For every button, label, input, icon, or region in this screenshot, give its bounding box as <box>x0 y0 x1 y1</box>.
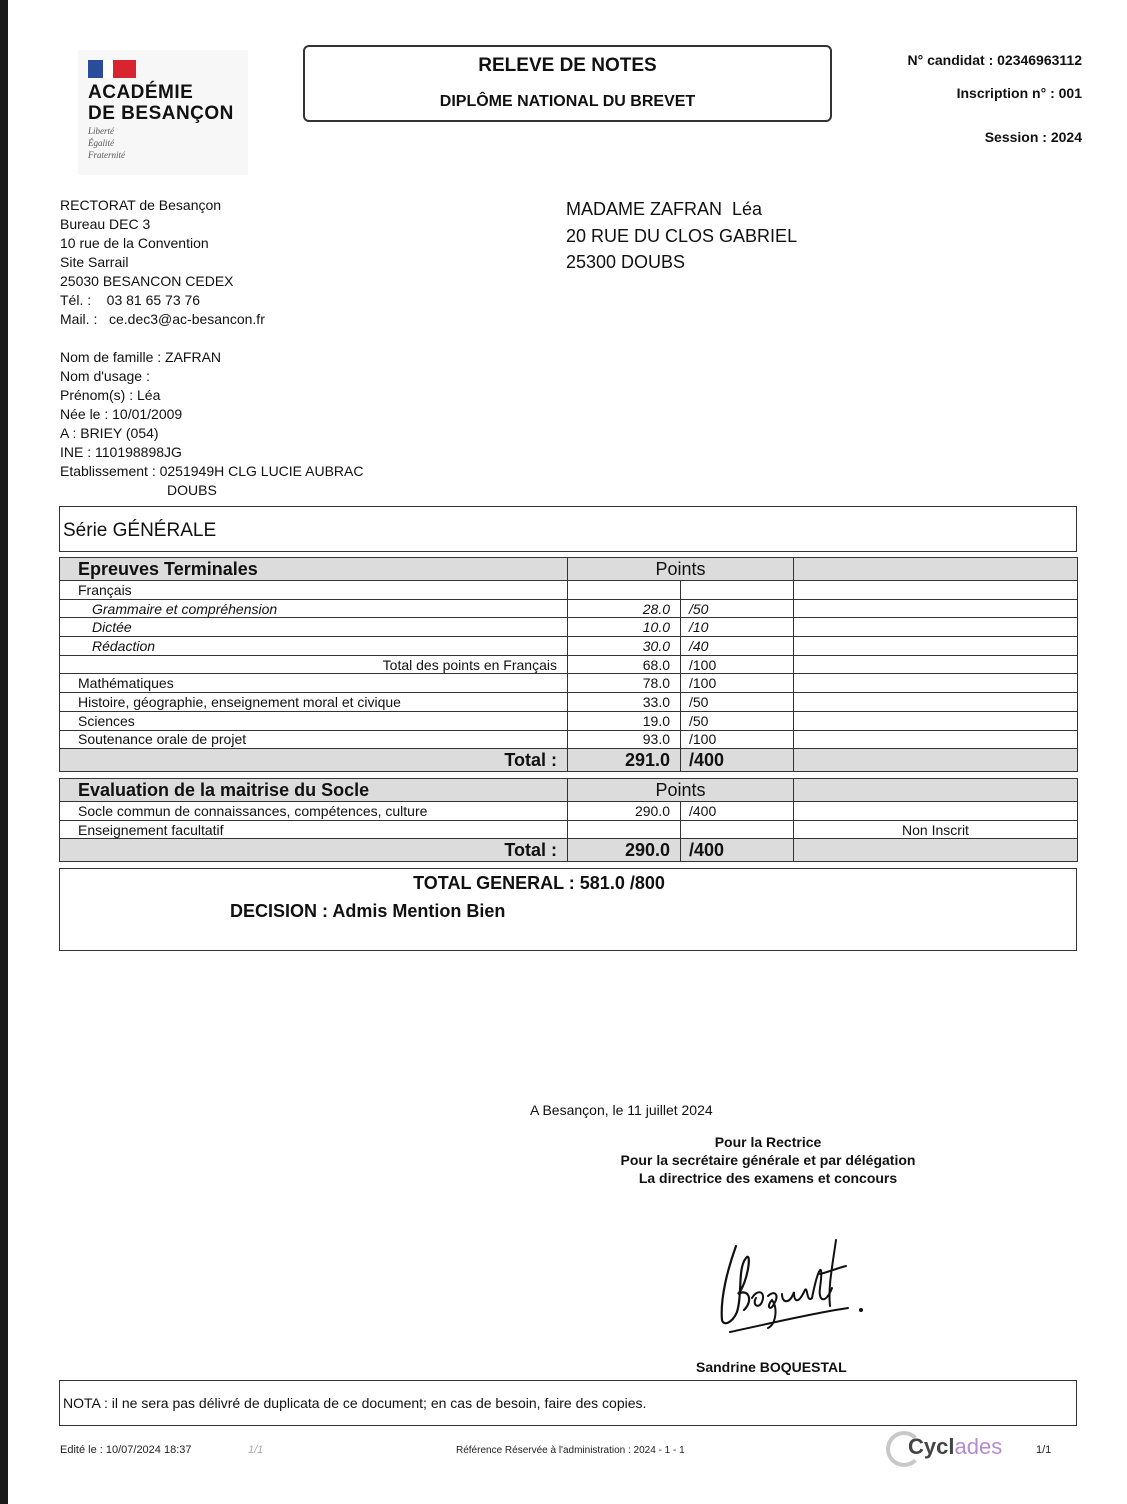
score: 19.0 <box>568 711 681 730</box>
max-score: /100 <box>681 730 794 749</box>
socle-header: Evaluation de la maitrise du Socle <box>60 779 568 802</box>
signature-authority <box>568 1133 968 1187</box>
score: 93.0 <box>568 730 681 749</box>
session: Session : 2024 <box>984 129 1082 145</box>
subject-label: Grammaire et compréhension <box>60 599 568 618</box>
max-score: /400 <box>681 802 794 821</box>
logo-motto-1: Liberté <box>88 126 114 136</box>
serie-label: Série GÉNÉRALE <box>63 520 217 541</box>
table-row <box>60 655 1078 674</box>
sender-mail: Mail. : ce.dec3@ac-besancon.fr <box>60 311 265 327</box>
table-row <box>60 711 1078 730</box>
terminal-exams-table <box>59 557 1078 772</box>
total-score: 291.0 <box>568 749 681 772</box>
table-row <box>60 637 1078 656</box>
brand-part-a: Cycl <box>908 1434 955 1459</box>
recipient-street: 20 RUE DU CLOS GABRIEL <box>566 225 798 246</box>
score: 28.0 <box>568 599 681 618</box>
total-general-box <box>59 868 1077 951</box>
sender-line: 10 rue de la Convention <box>60 235 209 251</box>
max-score: /50 <box>681 711 794 730</box>
birth-place: A : BRIEY (054) <box>60 425 159 441</box>
row-note: Non Inscrit <box>794 820 1078 839</box>
title-box <box>303 45 832 122</box>
total-label: Total : <box>60 839 568 862</box>
place-date: A Besançon, le 11 juillet 2024 <box>530 1102 713 1118</box>
school-city: DOUBS <box>167 482 217 498</box>
admin-reference: Référence Réservée à l'administration : 2024 - 1 - 1 <box>456 1445 685 1456</box>
usage-name: Nom d'usage : <box>60 368 150 384</box>
max-score: /100 <box>681 655 794 674</box>
logo-motto-3: Fraternité <box>88 150 125 160</box>
terminal-total-row <box>60 749 1078 772</box>
sender-line: Site Sarrail <box>60 254 129 270</box>
subject-label: Enseignement facultatif <box>60 820 568 839</box>
sender-address <box>60 196 265 329</box>
page-number: 1/1 <box>1036 1444 1052 1456</box>
page-small: 1/1 <box>248 1444 264 1456</box>
subject-label: Français <box>60 581 568 600</box>
authority-line: La directrice des examens et concours <box>638 1170 898 1186</box>
score <box>568 820 681 839</box>
total-score: 290.0 <box>568 839 681 862</box>
total-max: /400 <box>681 749 794 772</box>
family-name: Nom de famille : ZAFRAN <box>60 349 222 365</box>
score: 33.0 <box>568 693 681 712</box>
signature-text: Boquestal <box>708 1228 713 1229</box>
table-row <box>60 674 1078 693</box>
recipient-name: MADAME ZAFRAN Léa <box>566 199 763 219</box>
score: 290.0 <box>568 802 681 821</box>
document-title: RELEVE DE NOTES <box>478 55 657 76</box>
recipient-city: 25300 DOUBS <box>566 252 686 272</box>
max-score: /50 <box>681 599 794 618</box>
max-score: /50 <box>681 693 794 712</box>
socle-table <box>59 778 1078 862</box>
sender-phone: Tél. : 03 81 65 73 76 <box>60 292 201 308</box>
score: 68.0 <box>568 655 681 674</box>
max-score: /100 <box>681 674 794 693</box>
academie-logo <box>78 50 248 175</box>
terminal-header: Epreuves Terminales <box>60 558 568 581</box>
subject-label: Socle commun de connaissances, compétences, culture <box>60 802 568 821</box>
sender-line: 25030 BESANCON CEDEX <box>60 273 234 289</box>
french-flag-icon <box>88 60 136 78</box>
table-header-row <box>60 779 1078 802</box>
decision: DECISION : Admis Mention Bien <box>230 901 506 921</box>
max-score: /10 <box>681 618 794 637</box>
subject-label: Mathématiques <box>60 674 568 693</box>
nota-box <box>59 1380 1077 1426</box>
document-page <box>8 0 1127 1504</box>
score: 10.0 <box>568 618 681 637</box>
handwritten-signature <box>708 1228 868 1338</box>
subject-label: Soutenance orale de projet <box>60 730 568 749</box>
nota-text: NOTA : il ne sera pas délivré de duplicata de ce document; en cas de besoin, faire des copies. <box>63 1395 647 1411</box>
table-row <box>60 730 1078 749</box>
table-header-row <box>60 558 1078 581</box>
points-header: Points <box>568 779 794 802</box>
first-name: Prénom(s) : Léa <box>60 387 161 403</box>
ine-number: INE : 110198898JG <box>60 444 182 460</box>
recipient-address <box>566 196 797 276</box>
logo-line2: DE BESANÇON <box>88 103 234 124</box>
logo-line1: ACADÉMIE <box>88 82 194 103</box>
table-row <box>60 802 1078 821</box>
max-score <box>681 820 794 839</box>
subject-label: Dictée <box>60 618 568 637</box>
socle-total-row <box>60 839 1078 862</box>
edited-date: Edité le : 10/07/2024 18:37 <box>60 1444 192 1456</box>
sender-line: Bureau DEC 3 <box>60 216 151 232</box>
brand-part-b: ades <box>954 1434 1003 1459</box>
inscription-number: Inscription n° : 001 <box>956 85 1082 101</box>
subject-label: Rédaction <box>60 637 568 656</box>
total-max: /400 <box>681 839 794 862</box>
subject-label: Histoire, géographie, enseignement moral et civique <box>60 693 568 712</box>
school: Etablissement : 0251949H CLG LUCIE AUBRAC <box>60 463 364 479</box>
score: 78.0 <box>568 674 681 693</box>
table-row <box>60 599 1078 618</box>
document-subtitle: DIPLÔME NATIONAL DU BREVET <box>439 93 696 110</box>
table-row <box>60 618 1078 637</box>
total-label: Total : <box>60 749 568 772</box>
candidate-identity <box>60 348 363 500</box>
signatory-name: Sandrine BOQUESTAL <box>696 1359 847 1375</box>
logo-motto-2: Égalité <box>88 138 114 148</box>
subject-label: Sciences <box>60 711 568 730</box>
table-row <box>60 820 1078 839</box>
table-row <box>60 581 1078 600</box>
authority-line: Pour la secrétaire générale et par délégation <box>620 1152 916 1168</box>
total-general: TOTAL GENERAL : 581.0 /800 <box>413 873 665 893</box>
score: 30.0 <box>568 637 681 656</box>
birth-date: Née le : 10/01/2009 <box>60 406 183 422</box>
serie-box <box>59 506 1077 552</box>
sender-line: RECTORAT de Besançon <box>60 197 222 213</box>
max-score: /40 <box>681 637 794 656</box>
francais-total-label: Total des points en Français <box>60 655 568 674</box>
table-row <box>60 693 1078 712</box>
candidate-number: N° candidat : 02346963112 <box>907 52 1082 68</box>
authority-line: Pour la Rectrice <box>714 1134 822 1150</box>
cyclades-logo <box>886 1429 1016 1471</box>
points-header: Points <box>568 558 794 581</box>
row-note <box>794 802 1078 821</box>
